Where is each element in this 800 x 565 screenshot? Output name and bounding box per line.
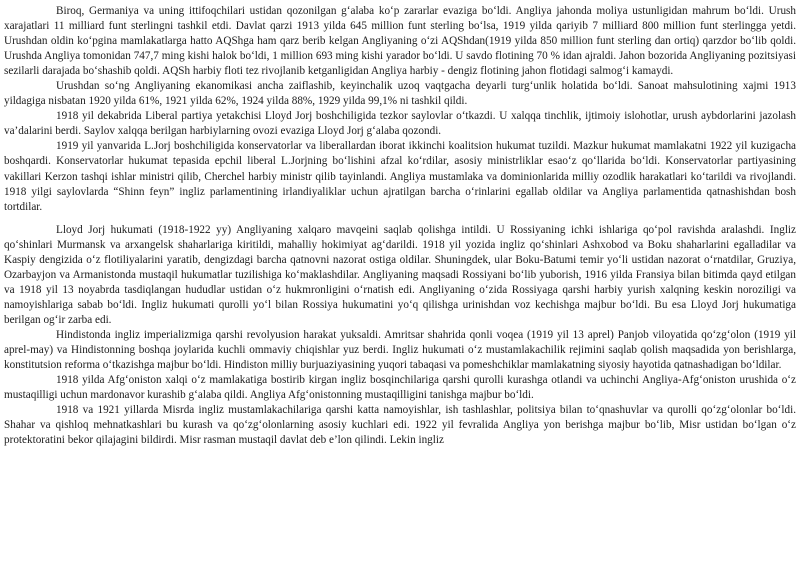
paragraph-egypt: 1918 va 1921 yillarda Misrda ingliz mustamlakachilariga qarshi katta namoyishlar, ish tashlashlar, politsiya bilan to‘qnashuvlar va qurolli qo‘zg‘olonlar bo‘ldi. Shahar va qishloq mehnatkashlari bu kurash va qo‘zg‘olonlarning asosiy kuchlari edi. 1922 yil fevralida Angliya yon berishga majbur bo‘lib, Misr ustidan bo‘lgan o‘z protektoratini bekor qilajagini bildirdi. Misr rasman mustaqil davlat deb e’lon qilindi. Lekin ingliz bbox=[4, 404, 796, 447]
paragraph-1918-elections: 1918 yil dekabrida Liberal partiya yetakchisi Lloyd Jorj boshchiligida tezkor saylovlar o‘tkazdi. U xalqqa tinchlik, ijtimoiy islohotlar, urush aybdorlarini jazolash va’dalarini berdi. Saylov xalqqa berilgan harbiylarning ovozi evaziga Lloyd Jorj g‘alaba qozondi. bbox=[4, 110, 796, 138]
paragraph-postwar-economy: Urushdan so‘ng Angliyaning ekanomikasi ancha zaiflashib, keyinchalik uzoq vaqtgacha deyarli turg‘unlik holatida bo‘ldi. Sanoat mahsulotining xajmi 1913 yildagiga nisbatan 1920 yilda 61%, 1921 yilda 62%, 1924 yilda 88%, 1929 yilda 99,1% ni tashkil qildi. bbox=[4, 80, 796, 108]
paragraph-afghanistan: 1918 yilda Afg‘oniston xalqi o‘z mamlakatiga bostirib kirgan ingliz bosqinchilariga qarshi qurolli kurashga otlandi va uchinchi Angliya-Afg‘oniston urushida o‘z mustaqilligi uchun mardonavor kurashib g‘alaba qildi. Angliya Afg‘onistonning mustaqilligini tanishga majbur bo‘ldi. bbox=[4, 374, 796, 402]
paragraph-india: Hindistonda ingliz imperializmiga qarshi revolyusion harakat yuksaldi. Amritsar shahrida qonli voqea (1919 yil 13 aprel) Panjob viloyatida qo‘zg‘olon (1919 yil aprel-may) va Hindistonning boshqa joylarida kuchli ommaviy chiqishlar yuz berdi. Ingliz hukumati o‘z mustamlakachilik rejimini saqlab qolish maqsadida yon berishlarga, konstitutsion reforma o‘tkazishga majbur bo‘ldi. Hindiston milliy burjuaziyasining yuqori tabaqasi va pomeshchiklar mamlakatning siyosiy hayotida qatnashadigan bo‘ldilar. bbox=[4, 328, 796, 372]
paragraph-coalition-government: 1919 yil yanvarida L.Jorj boshchiligida konservatorlar va liberallardan iborat ikkinchi koalitsion hukumat tuzildi. Mazkur hukumat mamlakatni 1922 yil kuzigacha boshqardi. Konservatorlar hukumat tepasida epchil liberal L.Jorjning bo‘lishini afzal ko‘rdilar, asosiy ministrliklar esao‘z qo‘llarida bo‘ldi. Konservatorlar partiyasining vakillari Kerzon tashqi ishlar ministri qilib, Cherchel harbiy ministr qilib tayinlandi. Angliya mustamlaka va dominionlarida milliy ozodlik harakatlari ko‘tarildi va rivojlandi. 1918 yilgi saylovlarda “Shinn feyn” ingliz parlamentining irlandiyaliklar uchun ajratilgan barcha o‘rinlarini egallab oldilar va Angliya parlamentida qatnashishdan bosh tortdilar. bbox=[4, 140, 796, 213]
paragraph-war-costs: Biroq, Germaniya va uning ittifoqchilari ustidan qozonilgan g‘alaba ko‘p zararlar evaziga bo‘ldi. Angliya jahonda moliya ustunligidan mahrum bo‘ldi. Urush xarajatlari 11 milliard funt sterlingni tashkil etdi. Davlat qarzi 1913 yilda 645 million funt sterling bo‘lsa, 1919 yilda qariyib 7 milliard 800 million funt sterlingga yetdi. Urushdan oldin ko‘pgina mamlakatlarga hatto AQShga ham qarz berib kelgan Angliyaning o‘zi AQShdan(1919 yilda 850 million funt sterling dan ortiq) qarzdor bo‘lib qoldi. Urushda Angliya tomonidan 747,7 ming kishi halok bo‘ldi, 1 million 693 ming kishi yarador bo‘ldi. U savdo flotining 70 % idan ajraldi. Jahon bozorida Angliyaning pozitsiyasi sezilarli darajada bo‘shashib qoldi. AQSh harbiy floti tez rivojlanib ketganligidan Angliya harbiy - dengiz flotining jahon flotidagi salmog‘i kamaydi. bbox=[4, 5, 796, 78]
paragraph-lloyd-george-foreign-policy: Lloyd Jorj hukumati (1918-1922 yy) Angliyaning xalqaro mavqeini saqlab qolishga intildi. U Rossiyaning ichki ishlariga qo‘pol ravishda aralashdi. Ingliz qo‘shinlari Murmansk va arxangelsk shaharlariga kiritildi, mahalliy hokimiyat ag‘darildi. 1918 yil yozida ingliz qo‘shinlari Ashxobod va Boku shaharlarini egalladilar va Kaspiy dengizida o‘z flotiliyalarini yaratib, dengizdagi barcha qatnovni nazorat ostiga oldilar. Shuningdek, ular Boku-Batumi temir yo‘li ustidan nazorat o‘rnatdilar, Gruziya, Ozarbayjon va Armanistonda mustaqil hukumatlar tuzilishiga ko‘maklashdilar. Angliyaning maqsadi Rossiyani bo‘lib yuborish, 1916 yilda Fransiya bilan bitimda qayd etilgan va 1918 yil 13 noyabrda tasdiqlangan hududlar ustidan o‘z hukmronligini o‘rnatish edi. Angliyaning o‘zida Rossiyaga qarshi harbiy yurish xalqning keskin noroziligi va namoyishlariga sabab bo‘ldi. Ingliz hukumati qurolli yo‘l bilan Rossiya hukumatini yo‘q qilishga urinishdan voz kechishga majbur bo‘ldi. Bu esa Lloyd Jorj hukumatiga berilgan og‘ir zarba edi. bbox=[4, 223, 796, 326]
document-page bbox=[4, 4, 796, 448]
